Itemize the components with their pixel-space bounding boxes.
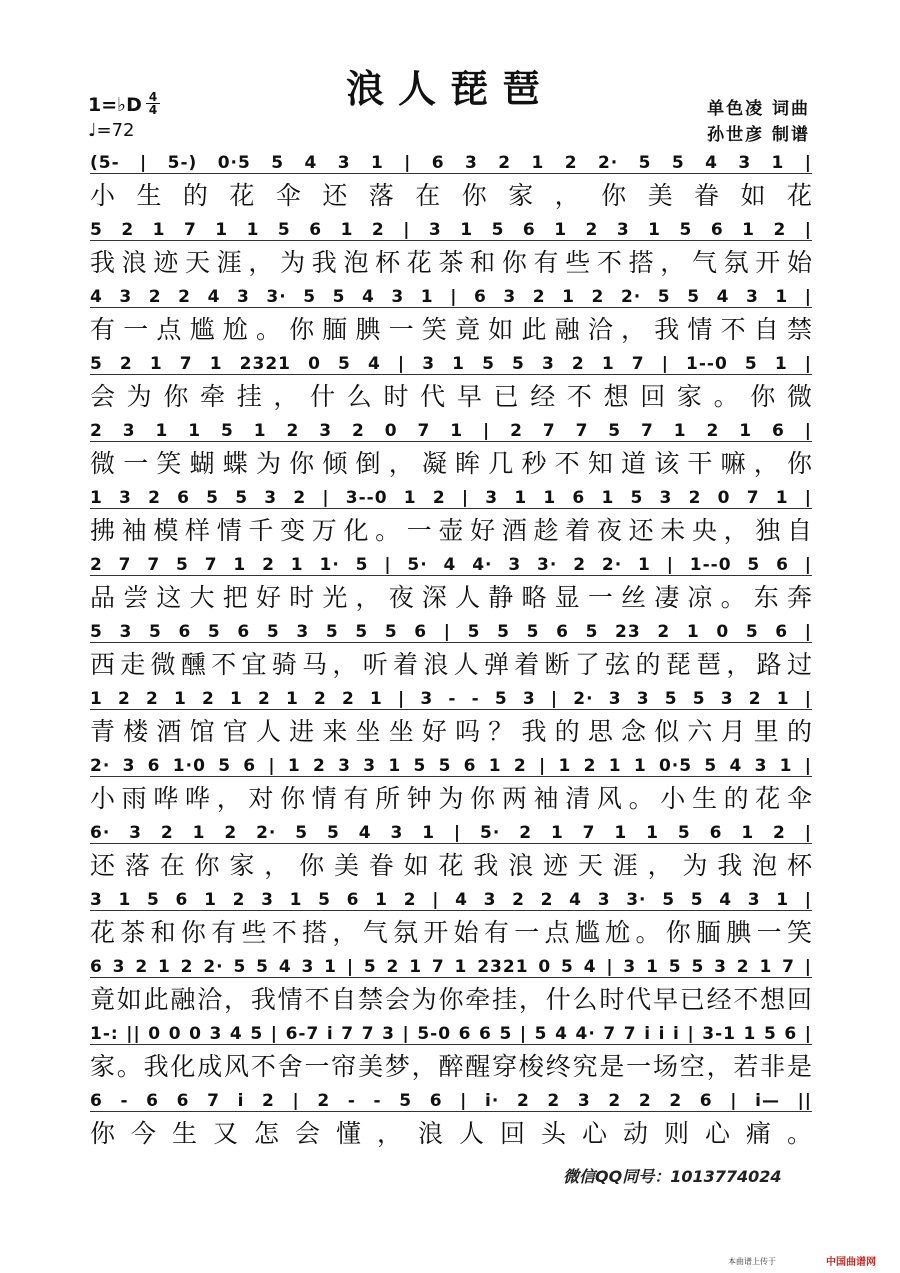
lyric-line: 西走微醺不宜骑马，听着浪人弹着断了弦的琵琶，路过 <box>90 650 812 679</box>
notation-line: 5 2 1 7 1 2321 0 5 4 | 3 1 5 5 3 2 1 7 | 1--0 5 1 | <box>90 349 812 379</box>
score-system-2 <box>90 215 812 283</box>
song-title: 浪人琵琶 <box>345 67 554 111</box>
notation-line: 1 3 2 6 5 5 3 2 | 3--0 1 2 | 3 1 1 6 1 5 3 2 0 7 1 | <box>90 483 812 513</box>
arranger-credit: 孙世彦 制谱 <box>707 125 810 145</box>
lyric-line: 小雨哗哗，对你情有所钟为你两袖清风。小生的花伞 <box>90 784 812 813</box>
lyricist-composer-credit: 单色凌 词曲 <box>707 99 810 119</box>
notation-line: 1 2 2 1 2 1 2 1 2 2 1 | 3 - - 5 3 | 2· 3 3 5 5 3 2 1 | <box>90 684 812 714</box>
lyric-line: 微一笑蝴蝶为你倾倒，凝眸几秒不知道该干嘛，你 <box>90 449 812 478</box>
lyric-line: 竟如此融洽，我情不自禁会为你牵挂，什么时代早已经不想回 <box>90 985 812 1014</box>
score-system-3 <box>90 282 812 350</box>
notation-line: 1-: || 0 0 0 3 4 5 | 6-7 i 7 7 3 | 5-0 6 6 5 | 5 4 4· 7 7 i i i | 3-1 1 5 6 | <box>90 1019 812 1049</box>
notation-line: 2 7 7 5 7 1 2 1 1· 5 | 5· 4 4· 3 3· 2 2· 1 | 1--0 5 6 | <box>90 550 812 580</box>
lyric-line: 小生的花伞还落在你家，你美眷如花 <box>90 181 812 210</box>
lyric-line: 拂袖模样情千变万化。一壶好酒趁着夜还未央，独自 <box>90 516 812 545</box>
lyric-line: 会为你牵挂，什么时代早已经不想回家。你微 <box>90 382 812 411</box>
lyric-line: 品尝这大把好时光，夜深人静略显一丝凄凉。东奔 <box>90 583 812 612</box>
notation-line: 5 3 5 6 5 6 5 3 5 5 5 6 | 5 5 5 6 5 23 2 1 0 5 6 | <box>90 617 812 647</box>
lyric-line: 有一点尴尬。你腼腆一笑竟如此融洽，我情不自禁 <box>90 315 812 344</box>
score-system-1 <box>90 148 812 216</box>
time-signature <box>146 91 160 116</box>
site-logo: 中国曲谱网 <box>826 1257 876 1268</box>
key-signature: 1=♭D <box>88 94 142 116</box>
notation-line: 2 3 1 1 5 1 2 3 2 0 7 1 | 2 7 7 5 7 1 2 1 6 | <box>90 416 812 446</box>
score-system-10 <box>90 751 812 819</box>
lyric-line: 花茶和你有些不搭，气氛开始有一点尴尬。你腼腆一笑 <box>90 918 812 947</box>
contact-footer: 微信QQ同号：1013774024 <box>563 1167 782 1186</box>
score-system-9 <box>90 684 812 752</box>
notation-line: 6 3 2 1 2 2· 5 5 4 3 1 | 5 2 1 7 1 2321 0 5 4 | 3 1 5 5 3 2 1 7 | <box>90 952 812 982</box>
score-system-14 <box>90 1019 812 1087</box>
notation-line: 6· 3 2 1 2 2· 5 5 4 3 1 | 5· 2 1 7 1 1 5 6 1 2 | <box>90 818 812 848</box>
lyric-line: 还落在你家，你美眷如花我浪迹天涯，为我泡杯 <box>90 851 812 880</box>
score-system-15 <box>90 1086 812 1154</box>
score-system-4 <box>90 349 812 417</box>
score-system-5 <box>90 416 812 484</box>
lyric-line: 青楼酒馆官人进来坐坐好吗？我的思念似六月里的 <box>90 717 812 746</box>
score-system-8 <box>90 617 812 685</box>
lyric-line: 家。我化成风不舍一帘美梦，醉醒穿梭终究是一场空，若非是 <box>90 1052 812 1081</box>
tempo-marking: ♩=72 <box>88 120 135 141</box>
meter-bottom: 4 <box>148 103 158 117</box>
notation-line: 4 3 2 2 4 3 3· 5 5 4 3 1 | 6 3 2 1 2 2· 5 5 4 3 1 | <box>90 282 812 312</box>
notation-line: 2· 3 6 1·0 5 6 | 1 2 3 3 1 5 5 6 1 2 | 1 2 1 1 0·5 5 4 3 1 | <box>90 751 812 781</box>
notation-line: (5- | 5-) 0·5 5 4 3 1 | 6 3 2 1 2 2· 5 5 4 3 1 | <box>90 148 812 178</box>
lyric-line: 你今生又怎会懂，浪人回头心动则心痛。 <box>90 1119 812 1148</box>
meter-top: 4 <box>146 91 160 104</box>
score-system-13 <box>90 952 812 1020</box>
score-system-6 <box>90 483 812 551</box>
notation-line: 5 2 1 7 1 1 5 6 1 2 | 3 1 5 6 1 2 3 1 5 6 1 2 | <box>90 215 812 245</box>
notation-line: 3 1 5 6 1 2 3 1 5 6 1 2 | 4 3 2 2 4 3 3· 5 5 4 3 1 | <box>90 885 812 915</box>
lyric-line: 我浪迹天涯，为我泡杯花茶和你有些不搭，气氛开始 <box>90 248 812 277</box>
score-system-7 <box>90 550 812 618</box>
score-system-11 <box>90 818 812 886</box>
upload-watermark-text: 本曲谱上传于 <box>728 1257 776 1266</box>
notation-line: 6 - 6 6 7 i 2 | 2 - - 5 6 | i· 2 2 3 2 2 2 6 | i— || <box>90 1086 812 1116</box>
score-system-12 <box>90 885 812 953</box>
